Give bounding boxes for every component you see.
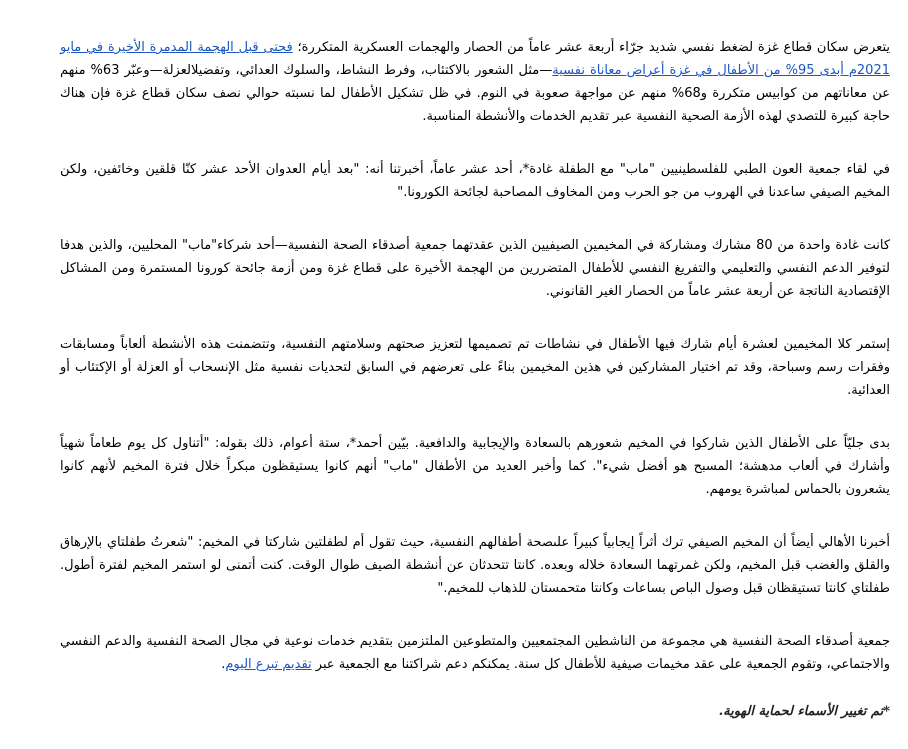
paragraph-parents: [60, 531, 890, 600]
ahmad-quote-text: بدى جليّاً على الأطفال الذين شاركوا في المخيم شعورهم بالسعادة والإيجابية والدافعية. بيّين أحمد*، ستة أعوام، ذلك بقوله: "أتناول كل يوم طعاماً شهياً وأشارك في ألعاب مدهشة؛ المسبح هو أفضل شيء". كما وأخبر العديد من الأطفال "ماب" أنهم كانوا يستيقظون مبكراً خلال فترة المخيم لأنهم كانوا يشعرون بالحماس لمباشرة يومهم.: [60, 436, 890, 497]
paragraph-ghada-quote: [60, 158, 890, 204]
paragraph-activities: [60, 333, 890, 402]
study-link[interactable]: فحتى قبل الهجمة المدمرة الأخيرة في مايو 2021م أبدى 95% من الأطفال في غزة أعراض معاناة نفسية: [60, 40, 890, 78]
names-changed-note: *تم تغيير الأسماء لحماية الهوية.: [718, 704, 890, 719]
ghada-quote-text: في لقاء جمعية العون الطبي للفلسطينيين "ماب" مع الطفلة غادة*، أحد عشر عاماً، أخبرتنا أنه: "بعد أيام العدوان الأحد عشر كنّا قلقين وخائفين، ولكن المخيم الصيفي ساعدنا في الهروب من جو الحرب ومن المخاوف المصاحبة لجائحة الكورونا.": [60, 162, 890, 200]
association-text: جمعية أصدقاء الصحة النفسية هي مجموعة من الناشطين المجتمعيين والمتطوعين الملتزمين بتقديم خدمات نوعية في مجال الصحة النفسية والدعم النفسي والاجتماعي، وتقوم الجمعية على عقد مخيمات صيفية للأطفال كل سنة. يمكنكم دعم شراكتنا مع الجمعية عبر: [60, 634, 890, 672]
intro-text-1: يتعرض سكان قطاع غزة لضغط نفسي شديد جرّاء أربعة عشر عاماً من الحصار والهجمات العسكرية المتكررة؛: [292, 40, 890, 55]
intro-text-2: —مثل الشعور بالاكتئاب، وفرط النشاط، والسلوك العدائي، وتفضيلالعزلة—وعبّر 63% منهم عن معاناتهم من كوابيس متكررة و68% منهم عن مواجهة صعوبة في النوم. في ظل تشكيل الأطفال لما نسبته حوالي نصف سكان قطاع غزة فإن هناك حاجة كبيرة للتصدي لهذه الأزمة الصحية النفسية عبر تقديم الخدمات والأنشطة المناسبة.: [60, 63, 891, 124]
paragraph-intro: [60, 36, 890, 128]
association-end: .: [221, 657, 226, 672]
paragraph-camps: [60, 234, 890, 303]
activities-text: إستمر كلا المخيمين لعشرة أيام شارك فيها الأطفال في نشاطات تم تصميمها لتعزيز صحتهم وسلامتهم النفسية، وتتضمنت هذه الأنشطة ألعاباً ومسابقات وفقرات رسم وسباحة، وقد تم اختيار المشاركين في هذين المخيمين بناءً على تعرضهم في السابق لتحديات نفسية مثل الإنسحاب أو العزلة أو الإكتئاب أو العدائية.: [60, 337, 890, 398]
donate-link[interactable]: تقديم تبرع اليوم: [225, 657, 312, 672]
paragraph-association: [60, 630, 890, 676]
paragraph-ahmad-quote: [60, 432, 890, 501]
camps-text: كانت غادة واحدة من 80 مشارك ومشاركة في المخيمين الصيفيين الذين عقدتهما جمعية أصدقاء الصحة النفسية—أحد شركاء"ماب" المحليين، والذين هدفا لتوفير الدعم النفسي والتعليمي والتفريغ النفسي للأطفال المتضررين من الهجمة الأخيرة على قطاع غزة ومن أزمة جائحة كورونا المستمرة ومن المشاكل الإقتصادية الناتجة عن أربعة عشر عاماً من الحصار الغير القانوني.: [60, 238, 891, 299]
parents-text: أخبرنا الأهالي أيضاً أن المخيم الصيفي ترك أثراً إيجابياً كبيراً علىصحة أطفالهم النفسية، حيث تقول أم لطفلتين شاركتا في المخيم: "شعرتُ طفلتاي بالإرهاق والقلق والغضب قبل المخيم، ولكن غمرتهما السعادة خلاله وبعده. كانتا تتحدثان عن أنشطة الصيف طوال الوقت. كنت أتمنى لو استمر المخيم لفترة أطول. طفلتاي كانتا تستيقظان قبل وصول الباص بساعات وكانتا متحمستان للذهاب للمخيم.": [60, 535, 890, 596]
article-body: [60, 36, 890, 706]
